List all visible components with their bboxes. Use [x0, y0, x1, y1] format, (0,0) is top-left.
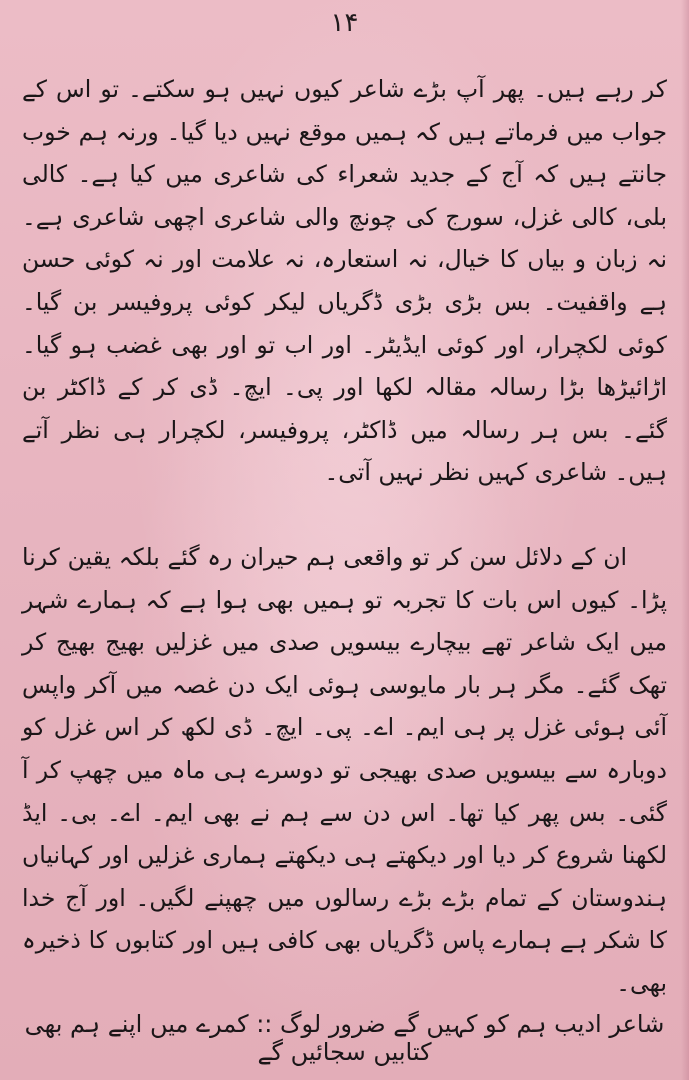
paragraph-2: ان کے دلائل سن کر تو واقعی ہم حیران رہ گئے بلکہ یقین کرنا پڑا۔ کیوں اس بات کا تجربہ تو ہمیں بھی ہوا ہے کہ ہمارے شہر میں ایک شاعر تھے بیچارے بیسویں صدی میں غزلیں بھیج بھیج کر تھک گئے۔ مگر ہر بار مایوسی ہوئی ایک دن غصہ میں آکر واپس آئی ہوئی غزل پر ہی ایم۔ اے۔ پی۔ ایچ۔ ڈی لکھ کر اس غزل کو دوبارہ سے بیسویں صدی بھیجی تو دوسرے ہی ماہ میں چھپ کر آ گئی۔ بس پھر کیا تھا۔ اس دن سے ہم نے بھی ایم۔ اے۔ بی۔ ایڈ لکھنا شروع کر دیا اور دیکھتے ہی دیکھتے ہماری غزلیں اور کہانیاں ہندوستان کے تمام بڑے بڑے رسالوں میں چھپنے لگیں۔ اور آج خدا کا شکر ہے ہمارے پاس ڈگریاں بھی کافی ہیں اور کتابوں کا ذخیرہ بھی۔ [22, 543, 667, 997]
page-number: ۱۴ [330, 8, 359, 38]
scan-edge-shadow [681, 0, 689, 1080]
paragraph-1: کر رہے ہیں۔ پھر آپ بڑے شاعر کیوں نہیں ہو سکتے۔ تو اس کے جواب میں فرماتے ہیں کہ ہمیں موقع نہیں دیا گیا۔ ورنہ ہم خوب جانتے ہیں کہ آج کے جدید شعراء کی شاعری میں کیا ہے۔ کالی بلی، کالی غزل، سورج کی چونچ والی شاعری اچھی شاعری ہے۔ نہ زبان و بیاں کا خیال، نہ استعارہ، نہ علامت اور نہ کوئی حسن ہے واقفیت۔ بس بڑی بڑی ڈگریاں لیکر کوئی پروفیسر بن گیا۔ کوئی لکچرار، اور کوئی ایڈیٹر۔ اور اب تو اور بھی غضب ہو گیا۔ اڑائیڑھا بڑا رسالہ مقالہ لکھا اور پی۔ ایچ۔ ڈی کر کے ڈاکٹر بن گئے۔ بس ہر رسالہ میں ڈاکٹر، پروفیسر، لکچرار ہی نظر آتے ہیں۔ شاعری کہیں نظر نہیں آتی۔ [22, 75, 667, 487]
page-body [22, 68, 667, 1005]
closing-verse: شاعر ادیب ہم کو کہیں گے ضرور لوگ :: کمرے میں اپنے ہم بھی کتابیں سجائیں گے [24, 1010, 665, 1066]
